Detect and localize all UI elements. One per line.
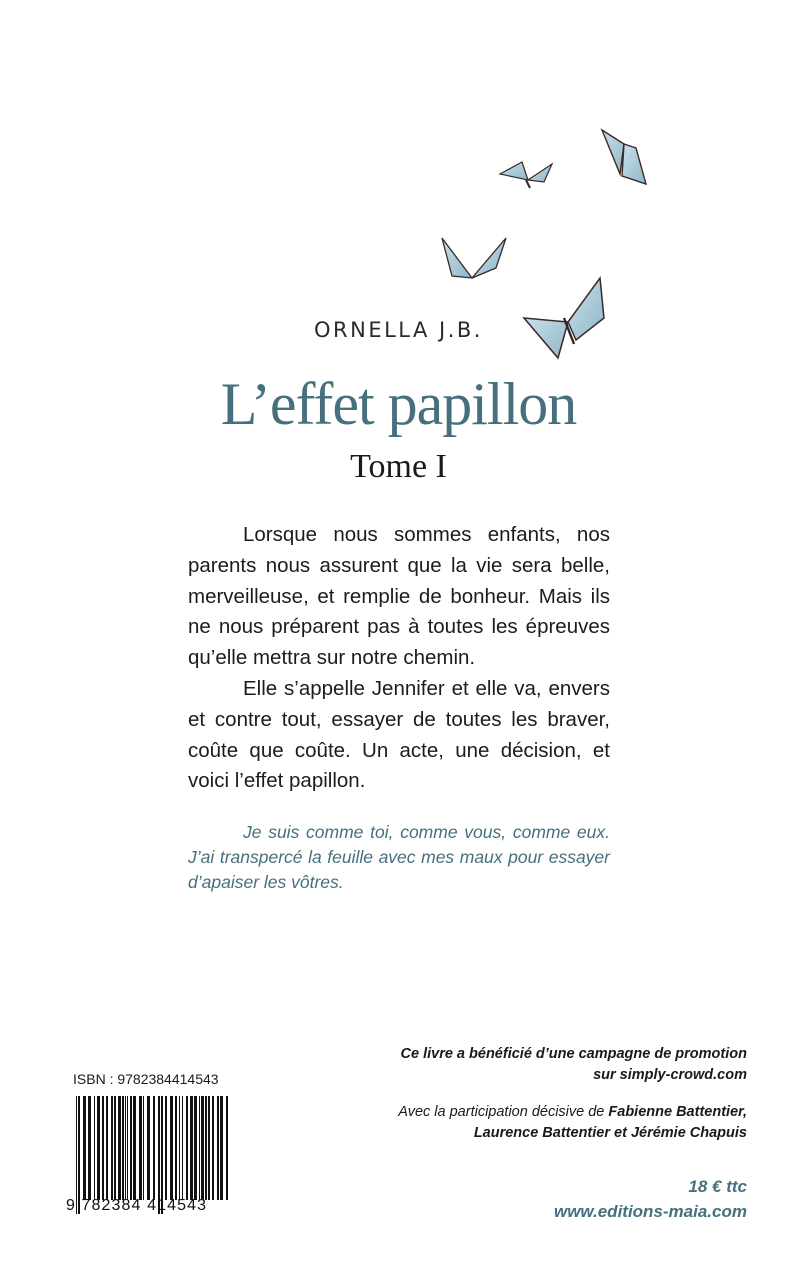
participation-names: Fabienne Battentier,: [608, 1104, 747, 1120]
barcode-bar: [194, 1096, 197, 1200]
blurb-paragraph: Elle s’appelle Jennifer et elle va, envers et contre tout, essayer de toutes les braver, coûte que coûte. Un acte, une décision, et voici l’effet papillon.: [188, 676, 610, 793]
barcode-bar: [217, 1096, 219, 1200]
promo-line: Ce livre a bénéficié d’une campagne de promotion: [400, 1046, 747, 1062]
barcode-bar: [97, 1096, 100, 1200]
barcode-bar: [182, 1096, 183, 1200]
book-volume: Tome I: [350, 448, 447, 485]
barcode-bar: [118, 1096, 121, 1200]
blurb-paragraph: Lorsque nous sommes enfants, nos parents nous assurent que la vie sera belle, merveilleuse, et remplie de bonheur. Mais ils ne nous préparent pas à toutes les épreuves qu’elle mettra sur notre chemin.: [188, 523, 610, 670]
price-block: [554, 1174, 747, 1224]
promo-block: [327, 1044, 747, 1144]
author-quote: [188, 820, 610, 895]
barcode-bar: [133, 1096, 136, 1200]
barcode-bar: [125, 1096, 126, 1200]
barcode-bar: [130, 1096, 132, 1200]
quote-text: Je suis comme toi, comme vous, comme eux. J’ai transpercé la feuille avec mes maux pour essayer d’apaiser les vôtres.: [188, 822, 610, 892]
barcode-bar: [201, 1096, 204, 1200]
isbn-label: ISBN : 9782384414543: [73, 1071, 219, 1087]
barcode-bar: [114, 1096, 116, 1200]
barcode-bar: [127, 1096, 128, 1200]
publisher-website: www.editions-maia.com: [553, 1202, 747, 1221]
promo-line: sur simply-crowd.com: [593, 1067, 747, 1083]
participation-prefix: Avec la participation décisive de: [398, 1104, 605, 1120]
barcode-bar: [122, 1096, 124, 1200]
barcode-bar: [88, 1096, 91, 1200]
barcode-bar: [102, 1096, 104, 1200]
barcode-bar: [190, 1096, 193, 1200]
price: 18 € ttc: [688, 1177, 747, 1196]
barcode-bar: [199, 1096, 200, 1200]
barcode-bar: [94, 1096, 95, 1200]
barcode-digits: 9 782384 414543: [66, 1197, 208, 1214]
butterfly-icon: [442, 238, 506, 278]
butterfly-icon: [602, 130, 646, 184]
blurb-text: [188, 520, 610, 797]
participation-line: [327, 1102, 747, 1123]
barcode-bar: [111, 1096, 113, 1200]
barcode-bar: [106, 1096, 108, 1200]
barcode-bar: [170, 1096, 173, 1200]
book-title: L’effet papillon: [220, 371, 577, 437]
barcode-bar: [212, 1096, 214, 1200]
barcode-bar: [226, 1096, 228, 1200]
participation-names: Laurence Battentier et Jérémie Chapuis: [473, 1125, 747, 1141]
barcode-bar: [179, 1096, 180, 1200]
butterfly-icon: [500, 162, 552, 188]
barcode-bar: [165, 1096, 167, 1200]
barcode-bar: [186, 1096, 188, 1200]
barcode-bar: [153, 1096, 155, 1200]
barcode-bar: [220, 1096, 223, 1200]
author-name: ORNELLA J.B.: [314, 318, 483, 342]
barcode-bar: [175, 1096, 177, 1200]
barcode-bar: [147, 1096, 150, 1200]
barcode-bar: [139, 1096, 142, 1200]
barcode-bar: [83, 1096, 86, 1200]
barcode-bar: [205, 1096, 207, 1200]
barcode-bar: [208, 1096, 210, 1200]
barcode-bar: [143, 1096, 144, 1200]
